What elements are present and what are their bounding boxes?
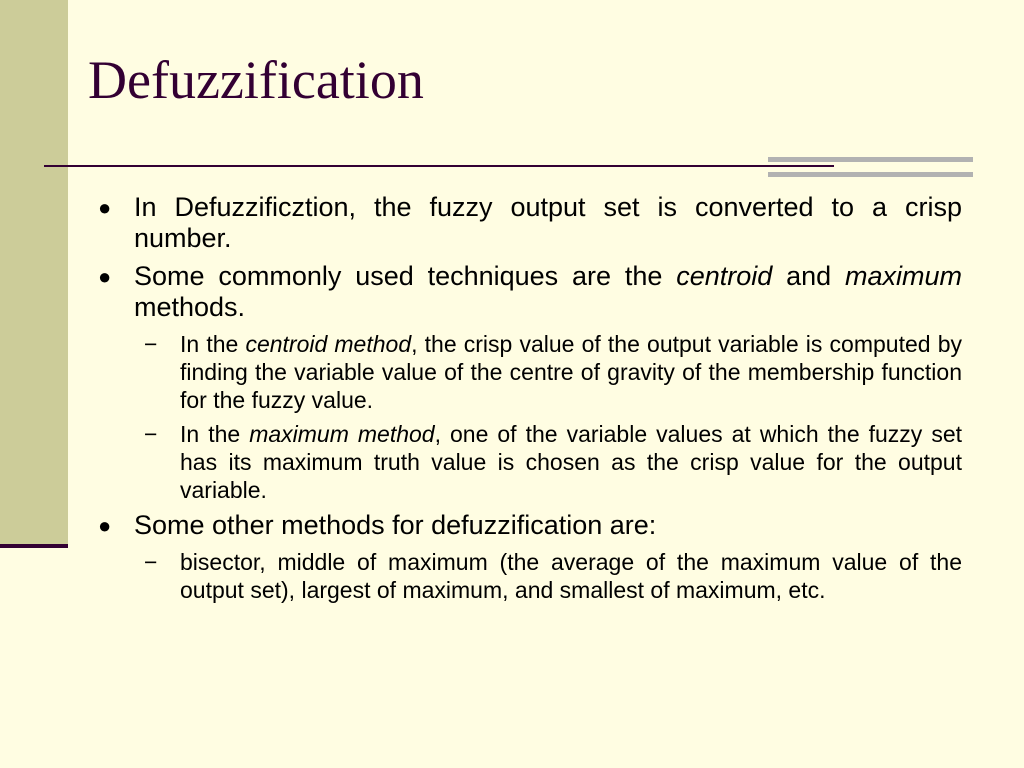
dash-icon: −: [144, 421, 158, 447]
bullet-item: [96, 510, 962, 541]
left-sidebar-bar: [0, 0, 68, 545]
emphasis-maximum: maximum: [844, 261, 962, 291]
emphasis-maximum-method: maximum method: [249, 421, 435, 447]
sub-bullet-text: In the centroid method, the crisp value of the output variable is computed by finding the variable value of the centre of gravity of the membership function for the fuzzy value.: [180, 331, 962, 413]
bullet-text: Some other methods for defuzzification are:: [134, 510, 657, 540]
left-sidebar-accent: [0, 544, 68, 548]
dash-icon: −: [144, 549, 158, 575]
bullet-item: [96, 261, 962, 323]
emphasis-centroid: centroid: [676, 261, 773, 291]
dash-icon: −: [144, 331, 158, 357]
bullet-icon: ●: [98, 264, 112, 289]
sub-bullet-item: [144, 330, 962, 414]
sub-bullet-item: [144, 420, 962, 504]
sub-bullet-item: [144, 548, 962, 604]
slide-title: Defuzzification: [88, 50, 424, 110]
title-divider: [44, 165, 834, 167]
bullet-icon: ●: [98, 195, 112, 220]
bullet-icon: ●: [98, 513, 112, 538]
title-divider-accent: [768, 157, 973, 179]
bullet-text: Some commonly used techniques are the centroid and maximum methods.: [134, 261, 962, 322]
slide-body: [96, 192, 962, 610]
sub-bullet-text: bisector, middle of maximum (the average of the maximum value of the output set), largest of maximum, and smallest of maximum, etc.: [180, 549, 962, 603]
bullet-item: [96, 192, 962, 254]
emphasis-centroid-method: centroid method: [245, 331, 412, 357]
bullet-text: In Defuzzificztion, the fuzzy output set is converted to a crisp number.: [134, 192, 962, 253]
sub-bullet-text: In the maximum method, one of the variable values at which the fuzzy set has its maximum truth value is chosen as the crisp value for the output variable.: [180, 421, 963, 503]
